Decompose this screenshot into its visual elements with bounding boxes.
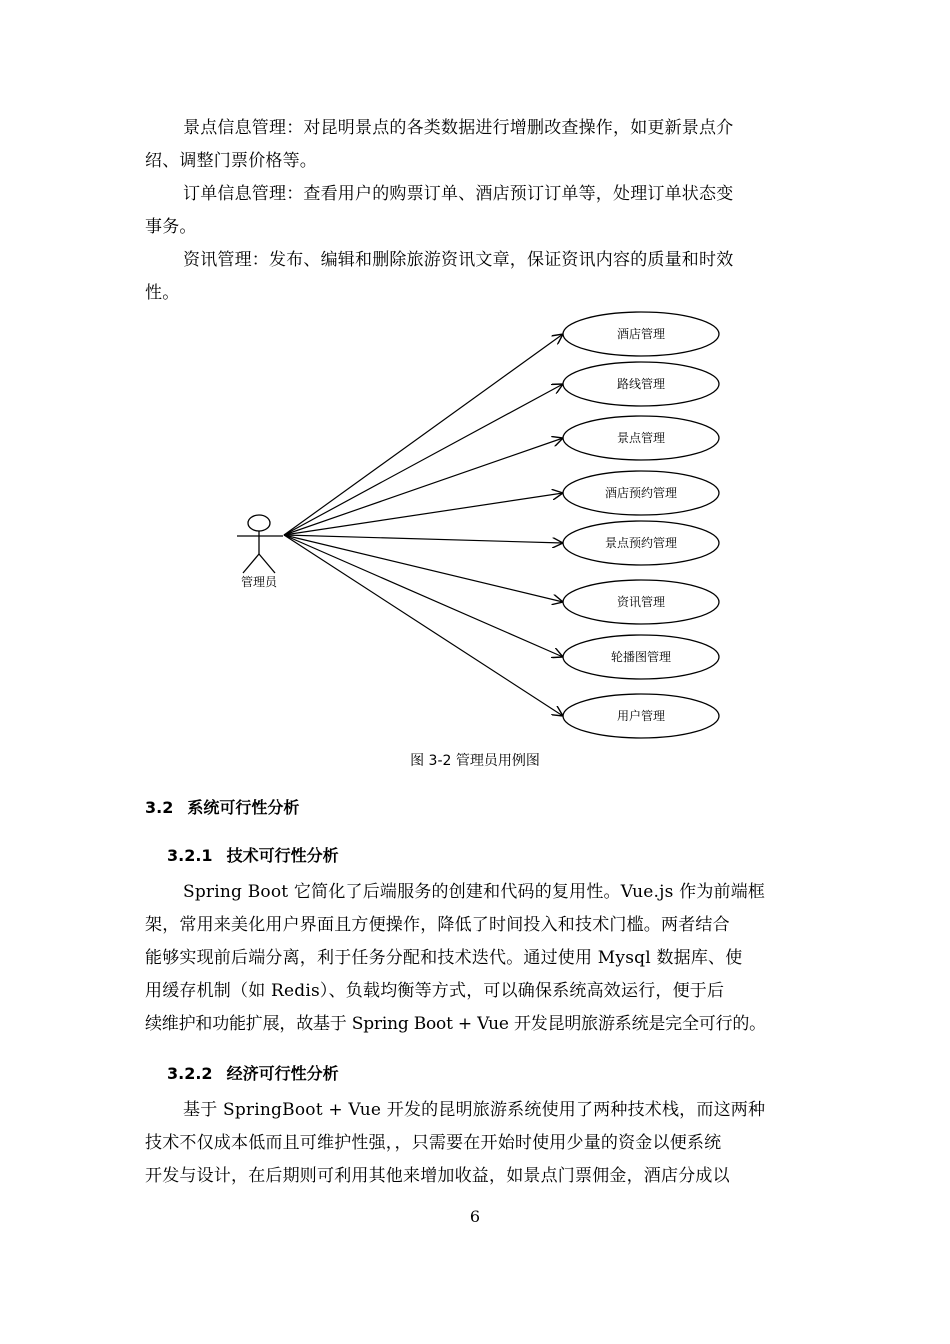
- subsection-2-line-2: 技术不仅成本低而且可维护性强，，只需要在开始时使用少量的资金以便系统: [145, 1133, 722, 1153]
- use-case-label: 资讯管理: [616, 595, 666, 609]
- use-case-label: 用户管理: [616, 709, 666, 723]
- use-case-label: 轮播图管理: [610, 650, 672, 664]
- association-arrow: [284, 493, 563, 535]
- subsection-1-line-3: 能够实现前后端分离，利于任务分配和技术迭代。通过使用 Mysql 数据库、使: [145, 948, 743, 968]
- paragraph-2-line-1: 订单信息管理：查看用户的购票订单、酒店预订订单等，处理订单状态变: [183, 184, 734, 204]
- subsection-2-heading: [167, 1063, 339, 1085]
- association-arrow: [284, 535, 563, 716]
- use-case-label: 景点预约管理: [604, 536, 678, 550]
- association-arrow: [284, 535, 563, 657]
- section-title: 系统可行性分析: [187, 798, 300, 817]
- use-case-label: 路线管理: [616, 377, 666, 391]
- subsection-2-number: 3.2.2: [167, 1064, 213, 1083]
- page-number: 6: [469, 1207, 481, 1226]
- association-arrow: [284, 535, 563, 602]
- subsection-1-line-5: 续维护和功能扩展，故基于 Spring Boot + Vue 开发昆明旅游系统是完全可行的。: [145, 1014, 766, 1034]
- association-arrow: [284, 384, 563, 535]
- subsection-1-title: 技术可行性分析: [226, 846, 339, 865]
- subsection-2-line-1: 基于 SpringBoot + Vue 开发的昆明旅游系统使用了两种技术栈，而这两种: [183, 1100, 766, 1120]
- actor-label: 管理员: [240, 575, 278, 589]
- paragraph-3-line-1: 资讯管理：发布、编辑和删除旅游资讯文章，保证资讯内容的质量和时效: [183, 250, 734, 270]
- figure-caption: 图 3-2 管理员用例图: [410, 753, 540, 769]
- subsection-1-line-2: 架，常用来美化用户界面且方便操作，降低了时间投入和技术门槛。两者结合: [145, 915, 730, 935]
- paragraph-1-line-1: 景点信息管理：对昆明景点的各类数据进行增删改查操作，如更新景点介: [183, 118, 734, 138]
- subsection-2-title: 经济可行性分析: [226, 1064, 339, 1083]
- subsection-1-line-4: 用缓存机制（如 Redis）、负载均衡等方式，可以确保系统高效运行，便于后: [145, 981, 725, 1001]
- association-arrow: [284, 535, 563, 543]
- association-arrow: [284, 334, 563, 535]
- use-case-label: 酒店管理: [616, 327, 666, 341]
- subsection-2-line-3: 开发与设计，在后期则可利用其他来增加收益，如景点门票佣金，酒店分成以: [145, 1166, 730, 1186]
- paragraph-2-line-2: 事务。: [145, 217, 197, 237]
- subsection-1-heading: [167, 845, 339, 867]
- paragraph-3-line-2: 性。: [145, 283, 180, 303]
- section-number: 3.2: [145, 798, 174, 817]
- use-case-label: 景点管理: [616, 431, 666, 445]
- paragraph-1-line-2: 绍、调整门票价格等。: [145, 151, 317, 171]
- section-heading: [145, 797, 299, 819]
- subsection-1-number: 3.2.1: [167, 846, 213, 865]
- association-arrow: [284, 438, 563, 535]
- use-case-label: 酒店预约管理: [604, 486, 678, 500]
- actor-figure-icon: [237, 515, 283, 573]
- subsection-1-line-1: Spring Boot 它简化了后端服务的创建和代码的复用性。Vue.js 作为前端框: [183, 882, 766, 902]
